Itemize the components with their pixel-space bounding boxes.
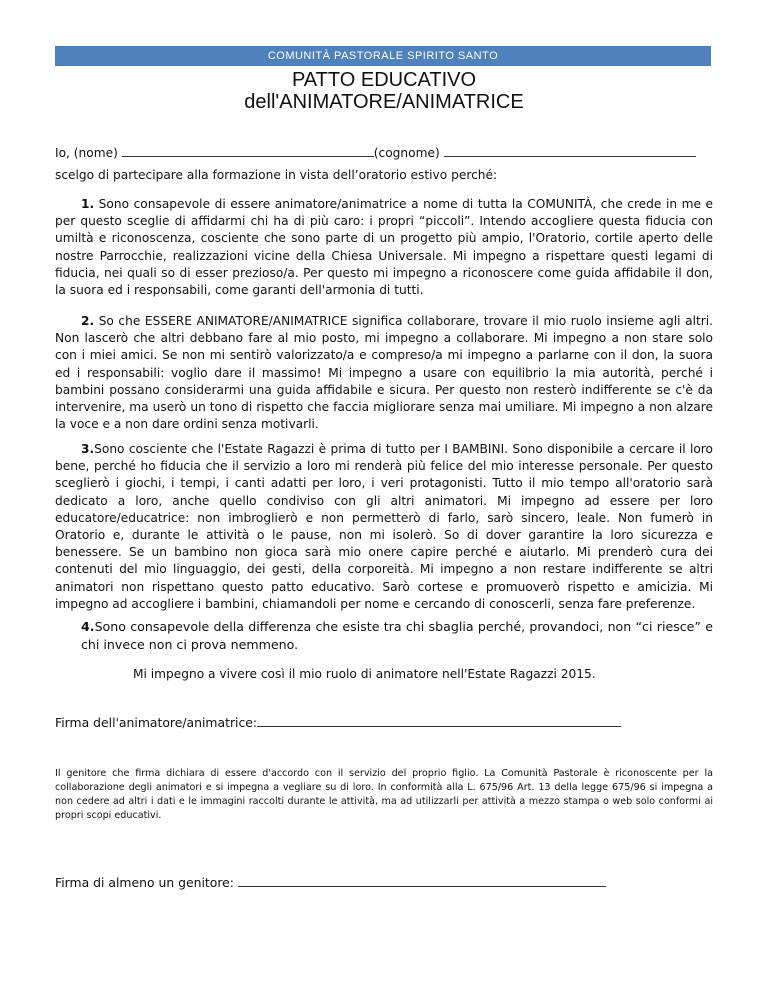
document-title: PATTO EDUCATIVO	[291, 69, 477, 91]
intro-text: scelgo di partecipare alla formazione in vista dell’oratorio estivo perché:	[55, 168, 498, 182]
paragraph-3	[55, 441, 713, 613]
paragraph-3-text: Sono cosciente che l'Estate Ragazzi è prima di tutto per I BAMBINI. Sono disponibile a cercare il loro bene, perché ho fiducia che il servizio a loro mi renderà più felice del mio interesse personale. Per questo sceglierò i giochi, i tempi, i canti adatti per loro, i veri protagonisti. Tutto il mio tempo all'oratorio sarà dedicato a loro, anche quello condiviso con gli altri animatori. Mi impegno ad essere per loro educatore/educatrice: non imbroglierò e non permetterò di farlo, sarò sincero, leale. Non fumerò in Oratorio e, durante le attività o le pause, non mi isolerò. So di dover garantire la loro sicurezza e benessere. Se un bambino non gioca sarà mio onere capire perché e aiutarlo. Mi prenderò cura dei contenuti del mio linguaggio, dei gesti, della corporeità. Mi impegno a non restare indifferente se altri animatori non rispettano questo patto educativo. Sarò cortese e promuoverò rispetto e amicizia. Mi impegno ad accogliere i bambini, chiamandoli per nome e cercando di conoscerli, senza fare preferenze.	[55, 442, 713, 611]
name-line	[55, 143, 696, 162]
signature-genitore-field[interactable]	[238, 873, 606, 887]
header-banner: COMUNITÀ PASTORALE SPIRITO SANTO	[55, 46, 711, 66]
nome-label: Io, (nome)	[55, 146, 118, 160]
paragraph-1	[55, 196, 713, 299]
commitment-statement: Mi impegno a vivere così il mio ruolo di animatore nell'Estate Ragazzi 2015.	[133, 667, 596, 681]
paragraph-1-text: Sono consapevole di essere animatore/animatrice a nome di tutta la COMUNITÀ, che crede in me e per questo sceglie di affidarmi chi ha di più caro: i propri “piccoli”. Intendo accogliere questa fiducia con umiltà e riconoscenza, cosciente che sono parte di un progetto più ampio, l'Oratorio, cortile aperto delle nostre Parrocchie, realizzazioni vicine della Chiesa Universale. Mi impegno a rispettare questi legami di fiducia, nei quali so di esser prezioso/a. Per questo mi impegno a riconoscere come guida affidabile il don, la suora ed i responsabili, come garanti dell'armonia di tutti.	[55, 197, 714, 298]
signature-animatore	[55, 713, 621, 731]
cognome-field[interactable]	[444, 143, 696, 157]
paragraph-4-text: Sono consapevole della differenza che esiste tra chi sbaglia perché, provandoci, non “ci riesce” e chi invece non ci prova nemmeno.	[81, 619, 713, 652]
parent-disclaimer: Il genitore che firma dichiara di essere d'accordo con il servizio del proprio figlio. La Comunità Pastorale è riconoscente per la collaborazione degli animatori e si impegna a vegliare su di loro. In conformità alla L. 675/96 Art. 13 della legge 675/96 si impegna a non cedere ad altri i dati e le immagini raccolti durante le attività, ma ad utilizzarli per attività a mezzo stampa o web solo conformi ai propri scopi educativi.	[55, 768, 713, 821]
document-subtitle: dell'ANIMATORE/ANIMATRICE	[244, 91, 524, 113]
cognome-label: (cognome)	[373, 146, 440, 160]
paragraph-4	[81, 618, 713, 653]
paragraph-3-number: 3.	[81, 442, 95, 456]
signature-animatore-label: Firma dell'animatore/animatrice:	[55, 715, 258, 730]
signature-animatore-field[interactable]	[257, 713, 621, 727]
paragraph-2-number: 2.	[81, 314, 95, 328]
nome-field[interactable]	[122, 143, 374, 157]
paragraph-2-text: So che ESSERE ANIMATORE/ANIMATRICE significa collaborare, trovare il mio ruolo insieme agli altri. Non lascerò che altri debbano fare al mio posto, mi impegno a collaborare. Mi impegno a non stare solo con i miei amici. Se non mi sentirò valorizzato/a e compreso/a mi impegno a parlarne con il don, la suora ed i responsabili: voglio dare il massimo! Mi impegno a usare con equilibrio la mia autorità, perché i bambini possano considerarmi una guida affidabile e sicura. Per questo non resterò indifferente se c'è da intervenire, ma userò un tono di rispetto che faccia migliorare senza mai umiliare. Mi impegno a non alzare la voce e a non dare ordini senza motivarli.	[55, 314, 714, 432]
paragraph-4-number: 4.	[81, 619, 95, 634]
signature-genitore-label: Firma di almeno un genitore:	[55, 875, 234, 890]
paragraph-2	[55, 313, 713, 433]
paragraph-1-number: 1.	[81, 197, 95, 211]
signature-genitore	[55, 873, 606, 891]
